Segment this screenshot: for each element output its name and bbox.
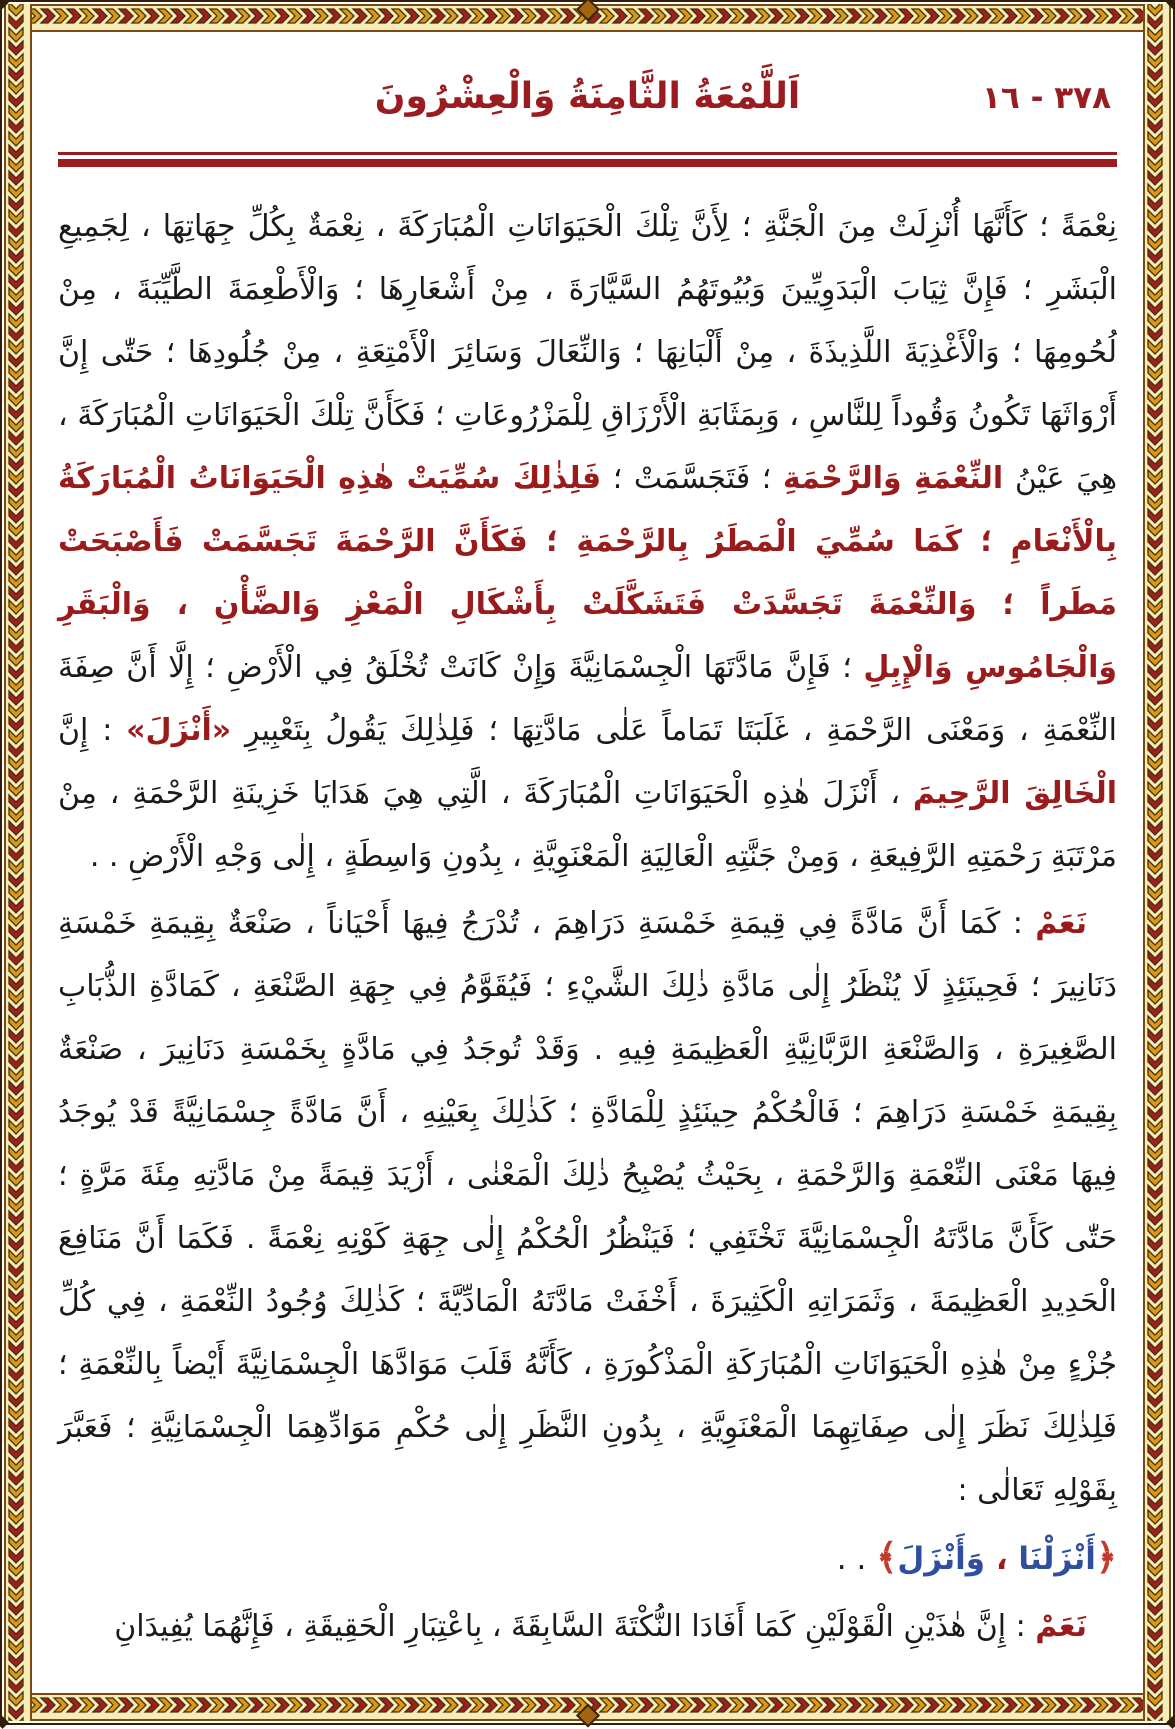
text-segment-blue: أَنْزَلْنَا (1018, 1541, 1096, 1577)
text-segment-blue: وَأَنْزَلَ (897, 1541, 986, 1577)
chain-pattern-left (6, 4, 26, 1721)
text-segment-black: نِعْمَةً ؛ كَأَنَّهَا أُنْزِلَتْ مِنَ الْجَنَّةِ ؛ لِأَنَّ تِلْكَ الْحَيَوَانَاتِ الْمُبَارَكَةَ ، نِعْمَةٌ بِكُلِّ جِهَاتِهَا ، لِجَمِيعِ الْبَشَرِ ؛ فَإِنَّ ثِيَابَ الْبَدَوِيِّينَ وَبُيُوتَهُمُ السَّيَّارَةَ ، مِنْ أَشْعَارِهَا ؛ وَالْأَطْعِمَةَ الطَّيِّبَةَ ، مِنْ لُحُومِهَا ؛ وَالْأَغْذِيَةَ اللَّذِيذَةَ ، مِنْ أَلْبَانِهَا ؛ وَالنِّعَالَ وَسَائِرَ الْأَمْتِعَةِ ، مِنْ جُلُودِهَا ؛ حَتّٰى إِنَّ أَرْوَاثَهَا تَكُونُ وَقُوداً لِلنَّاسِ ، وَبِمَثَابَةِ الْأَرْزَاقِ لِلْمَزْرُوعَاتِ ؛ فَكَأَنَّ تِلْكَ الْحَيَوَانَاتِ الْمُبَارَكَةَ ، هِيَ عَيْنُ (58, 209, 1118, 496)
quran-quote-line (58, 1526, 1117, 1591)
page-title: اَللَّمْعَةُ الثَّامِنَةُ وَالْعِشْرُونَ (374, 76, 801, 117)
paragraph-2 (58, 892, 1117, 1522)
text-segment-black: : كَمَا أَنَّ مَادَّةً فِي قِيمَةِ خَمْسَةِ دَرَاهِمَ ، تُدْرَجُ فِيهَا أَحْيَاناً ، صَنْعَةٌ بِقِيمَةِ خَمْسَةِ دَنَانِيرَ ؛ فَحِينَئِذٍ لَا يُنْظَرُ إِلٰى مَادَّةِ ذٰلِكَ الشَّيْءِ ؛ فَيُقَوَّمُ فِي جِهَةِ الصَّنْعَةِ ، كَمَادَّةِ الذُّبَابِ الصَّغِيرَةِ ، وَالصَّنْعَةِ الرَّبَّانِيَّةِ الْعَظِيمَةِ فِيهِ . وَقَدْ تُوجَدُ فِي مَادَّةٍ بِخَمْسَةِ دَنَانِيرَ ، صَنْعَةٌ بِقِيمَةِ خَمْسَةِ دَرَاهِمَ ؛ فَالْحُكْمُ حِينَئِذٍ لِلْمَادَّةِ ؛ كَذٰلِكَ بِعَيْنِهِ ، أَنَّ مَادَّةً جِسْمَانِيَّةً قَدْ يُوجَدُ فِيهَا مَعْنَى النِّعْمَةِ وَالرَّحْمَةِ ، بِحَيْثُ يُصْبِحُ ذٰلِكَ الْمَعْنٰى ، أَزْيَدَ قِيمَةً مِنْ مَادَّتِهِ مِئَةَ مَرَّةٍ ؛ حَتّٰى كَأَنَّ مَادَّتَهُ الْجِسْمَانِيَّةَ تَخْتَفِي ؛ فَيَنْظُرُ الْحُكْمُ إِلٰى جِهَةِ كَوْنِهِ نِعْمَةً . فَكَمَا أَنَّ مَنَافِعَ الْحَدِيدِ الْعَظِيمَةَ ، وَثَمَرَاتِهِ الْكَثِيرَةَ ، أَخْفَتْ مَادَّتَهُ الْمَادِّيَّةَ ؛ كَذٰلِكَ وُجُودُ النِّعْمَةِ ، فِي كُلِّ جُزْءٍ مِنْ هٰذِهِ الْحَيَوَانَاتِ الْمُبَارَكَةِ الْمَذْكُورَةِ ، كَأَنَّهُ قَلَبَ مَوَادَّهَا الْجِسْمَانِيَّةَ أَيْضاً بِالنِّعْمَةِ ؛ فَلِذٰلِكَ نَظَرَ إِلٰى صِفَاتِهِمَا الْمَعْنَوِيَّةِ ، بِدُونِ النَّظَرِ إِلٰى حُكْمِ مَوَادِّهِمَا الْجِسْمَانِيَّةِ ؛ فَعَبَّرَ بِقَوْلِهِ تَعَالٰى : (58, 906, 1117, 1508)
text-body (58, 195, 1117, 1658)
text-segment-red: فَلِذٰلِكَ سُمِّيَتْ هٰذِهِ الْحَيَوَانَاتُ الْمُبَارَكَةُ بِالْأَنْعَامِ ؛ كَمَا سُمِّيَ الْمَطَرُ بِالرَّحْمَةِ ؛ فَكَأَنَّ الرَّحْمَةَ تَجَسَّمَتْ فَأَصْبَحَتْ مَطَراً ؛ وَالنِّعْمَةَ تَجَسَّدَتْ فَتَشَكَّلَتْ بِأَشْكَالِ الْمَعْزِ وَالضَّأْنِ ، وَالْبَقَرِ وَالْجَامُوسِ وَالْإِبِلِ (58, 461, 1117, 685)
header-divider (58, 152, 1117, 167)
border-left-band (4, 4, 32, 1721)
text-segment-black: ، أَنْزَلَ هٰذِهِ الْحَيَوَانَاتِ الْمُبَارَكَةَ ، الَّتِي هِيَ هَدَايَا خَزِينَةِ الرَّحْمَةِ ، مِنْ مَرْتَبَةِ رَحْمَتِهِ الرَّفِيعَةِ ، وَمِنْ جَنَّتِهِ الْعَالِيَةِ الْمَعْنَوِيَّةِ ، بِدُونِ وَاسِطَةٍ ، إِلٰى وَجْهِ الْأَرْضِ . . (58, 776, 1117, 874)
page-number: ٣٧٨ - ١٦ (981, 80, 1111, 116)
text-segment-black: ؛ فَتَجَسَّمَتْ ؛ (601, 461, 783, 496)
chain-pattern-right (1145, 4, 1165, 1721)
text-segment-red: نَعَمْ (1035, 906, 1087, 941)
text-segment-red: الْخَالِقَ الرَّحِيمَ (912, 776, 1117, 811)
paragraph-3 (58, 1595, 1117, 1658)
text-segment-red: نَعَمْ (1035, 1609, 1087, 1644)
text-segment-black: ؛ فَإِنَّ مَادَّتَهَا الْجِسْمَانِيَّةَ وَإِنْ كَانَتْ تُخْلَقُ فِي الْأَرْضِ ؛ إِلَّا أَنَّ صِفَةَ النِّعْمَةِ ، وَمَعْنَى الرَّحْمَةِ ، غَلَبَتَا تَمَاماً عَلٰى مَادَّتِهَا ؛ فَلِذٰلِكَ يَقُولُ بِتَعْبِيرِ (58, 650, 1117, 748)
text-segment-black: : إِنَّ هٰذَيْنِ الْقَوْلَيْنِ كَمَا أَفَادَا النُّكْتَةَ السَّابِقَةَ ، بِاعْتِبَارِ الْحَقِيقَةِ ، فَإِنَّهُمَا يُفِيدَانِ (114, 1609, 1036, 1644)
text-segment-black: . . (836, 1541, 877, 1577)
border-right-band (1143, 4, 1171, 1721)
quran-bracket-ornament: ﴾ (876, 1537, 898, 1578)
divider-thick-line (58, 159, 1117, 167)
page-header (58, 38, 1117, 146)
quran-bracket-ornament: ﴿ (1095, 1537, 1117, 1578)
text-segment-red: النِّعْمَةِ وَالرَّحْمَةِ (782, 461, 1004, 496)
text-segment-black: : إِنَّ (58, 713, 127, 748)
text-segment-red: ، (985, 1541, 1019, 1577)
page-content (32, 32, 1143, 1693)
text-segment-red: «أَنْزَلَ» (126, 713, 232, 748)
paragraph-1 (58, 195, 1117, 888)
